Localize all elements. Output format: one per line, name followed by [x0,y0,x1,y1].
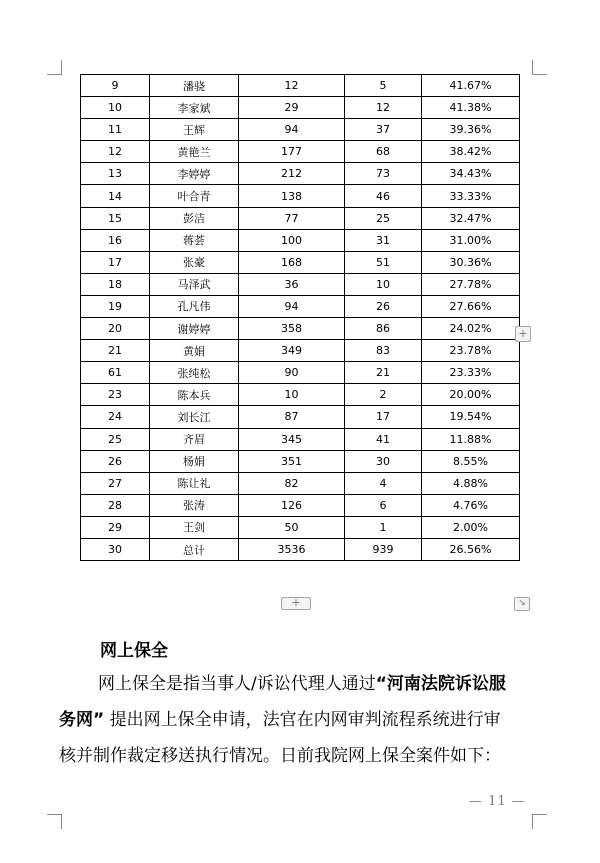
table-cell: 36 [239,273,345,295]
table-cell: 21 [345,362,422,384]
table-cell: 潘骁 [150,75,239,97]
table-cell: 25 [345,207,422,229]
table-row [81,516,520,538]
paragraph-line-1: 网上保全是指当事人/诉讼代理人通过“河南法院诉讼服 [98,674,506,694]
table-cell: 351 [239,450,345,472]
table-cell: 陈本兵 [150,384,239,406]
table-row [81,295,520,317]
table-cell: 张涛 [150,494,239,516]
table-cell: 212 [239,163,345,185]
crop-mark-bottom-left [47,814,62,829]
table-row [81,318,520,340]
table-row [81,185,520,207]
table-cell: 15 [81,207,150,229]
table-cell: 31 [345,229,422,251]
table-cell: 3536 [239,538,345,560]
table-row [81,229,520,251]
table-cell: 10 [239,384,345,406]
statistics-table [80,74,520,561]
table-cell: 100 [239,229,345,251]
table-cell: 177 [239,141,345,163]
table-cell: 19 [81,295,150,317]
table-cell: 83 [345,340,422,362]
table-row [81,163,520,185]
table-cell: 马泽武 [150,273,239,295]
paragraph-line-2: 务网” 提出网上保全申请，法官在内网审判流程系统进行审 [59,710,501,730]
table-row [81,251,520,273]
table-cell: 8.55% [422,450,520,472]
table-cell: 11.88% [422,428,520,450]
table-cell: 彭洁 [150,207,239,229]
table-cell: 谢婷婷 [150,318,239,340]
table-cell: 23.33% [422,362,520,384]
table-cell: 孔凡伟 [150,295,239,317]
table-cell: 17 [345,406,422,428]
table-cell: 王辉 [150,119,239,141]
table-cell: 9 [81,75,150,97]
table-cell: 25 [81,428,150,450]
table-cell: 23 [81,384,150,406]
table-cell: 18 [81,273,150,295]
table-cell: 20.00% [422,384,520,406]
table-cell: 38.42% [422,141,520,163]
table-cell: 939 [345,538,422,560]
table-row [81,207,520,229]
table-row [81,75,520,97]
table-cell: 41.67% [422,75,520,97]
table-cell: 张豪 [150,251,239,273]
table-row [81,119,520,141]
table-cell: 51 [345,251,422,273]
table-cell: 黄艳兰 [150,141,239,163]
table-cell: 61 [81,362,150,384]
table-cell: 349 [239,340,345,362]
table-cell: 蒋荟 [150,229,239,251]
table-cell: 李家斌 [150,97,239,119]
table-cell: 33.33% [422,185,520,207]
table-cell: 19.54% [422,406,520,428]
table-cell: 168 [239,251,345,273]
table-cell: 39.36% [422,119,520,141]
table-cell: 29 [239,97,345,119]
table-cell: 4.76% [422,494,520,516]
table-cell: 黄娟 [150,340,239,362]
table-cell: 20 [81,318,150,340]
table-cell: 30.36% [422,251,520,273]
table-cell: 41 [345,428,422,450]
table-row [81,450,520,472]
table-cell: 10 [345,273,422,295]
table-cell: 94 [239,119,345,141]
table-cell: 86 [345,318,422,340]
table-cell: 26 [345,295,422,317]
table-cell: 345 [239,428,345,450]
table-cell: 4.88% [422,472,520,494]
table-cell: 68 [345,141,422,163]
table-cell: 34.43% [422,163,520,185]
table-cell: 齐眉 [150,428,239,450]
table-cell: 24.02% [422,318,520,340]
table-resize-handle[interactable]: ↘ [514,597,530,611]
table-cell: 50 [239,516,345,538]
table-cell: 杨娟 [150,450,239,472]
crop-mark-bottom-right [532,814,547,829]
table-cell: 10 [81,97,150,119]
table-cell: 11 [81,119,150,141]
table-row [81,97,520,119]
table-cell: 23.78% [422,340,520,362]
table-cell: 46 [345,185,422,207]
table-cell: 14 [81,185,150,207]
table-cell: 26.56% [422,538,520,560]
table-cell: 41.38% [422,97,520,119]
table-cell: 4 [345,472,422,494]
table-row [81,406,520,428]
table-cell: 358 [239,318,345,340]
table-cell: 17 [81,251,150,273]
table-cell: 2 [345,384,422,406]
table-row [81,538,520,560]
table-cell: 90 [239,362,345,384]
table-cell: 28 [81,494,150,516]
table-cell: 87 [239,406,345,428]
add-column-button[interactable]: + [515,326,531,342]
table-cell: 12 [81,141,150,163]
add-row-button[interactable]: + [281,597,311,610]
table-cell: 27.78% [422,273,520,295]
table-row [81,494,520,516]
table-cell: 30 [345,450,422,472]
table-cell: 16 [81,229,150,251]
table-cell: 29 [81,516,150,538]
table-cell: 12 [345,97,422,119]
table-cell: 叶合青 [150,185,239,207]
table-cell: 27.66% [422,295,520,317]
table-cell: 王剑 [150,516,239,538]
table-cell: 6 [345,494,422,516]
page-number: — 11 — [469,794,526,809]
table-cell: 126 [239,494,345,516]
table-row [81,141,520,163]
table-row [81,362,520,384]
table-cell: 82 [239,472,345,494]
table-row [81,273,520,295]
table-cell: 1 [345,516,422,538]
table-cell: 73 [345,163,422,185]
table-cell: 总计 [150,538,239,560]
table-cell: 刘长江 [150,406,239,428]
paragraph-line-3: 核并制作裁定移送执行情况。日前我院网上保全案件如下： [59,746,501,766]
table-cell: 12 [239,75,345,97]
table-cell: 77 [239,207,345,229]
table-cell: 138 [239,185,345,207]
table-row [81,472,520,494]
table-cell: 24 [81,406,150,428]
table-row [81,428,520,450]
table-cell: 张纯松 [150,362,239,384]
table-cell: 26 [81,450,150,472]
table-cell: 32.47% [422,207,520,229]
crop-mark-top-right [532,60,547,75]
table-cell: 李婷婷 [150,163,239,185]
table-cell: 陈让礼 [150,472,239,494]
crop-mark-top-left [47,60,62,75]
table-cell: 21 [81,340,150,362]
table-cell: 37 [345,119,422,141]
table-cell: 2.00% [422,516,520,538]
table-cell: 31.00% [422,229,520,251]
table-cell: 94 [239,295,345,317]
section-paragraph [59,666,539,774]
table-row [81,340,520,362]
table-cell: 27 [81,472,150,494]
section-heading: 网上保全 [100,641,168,661]
table-cell: 30 [81,538,150,560]
table-row [81,384,520,406]
table-cell: 13 [81,163,150,185]
table-cell: 5 [345,75,422,97]
